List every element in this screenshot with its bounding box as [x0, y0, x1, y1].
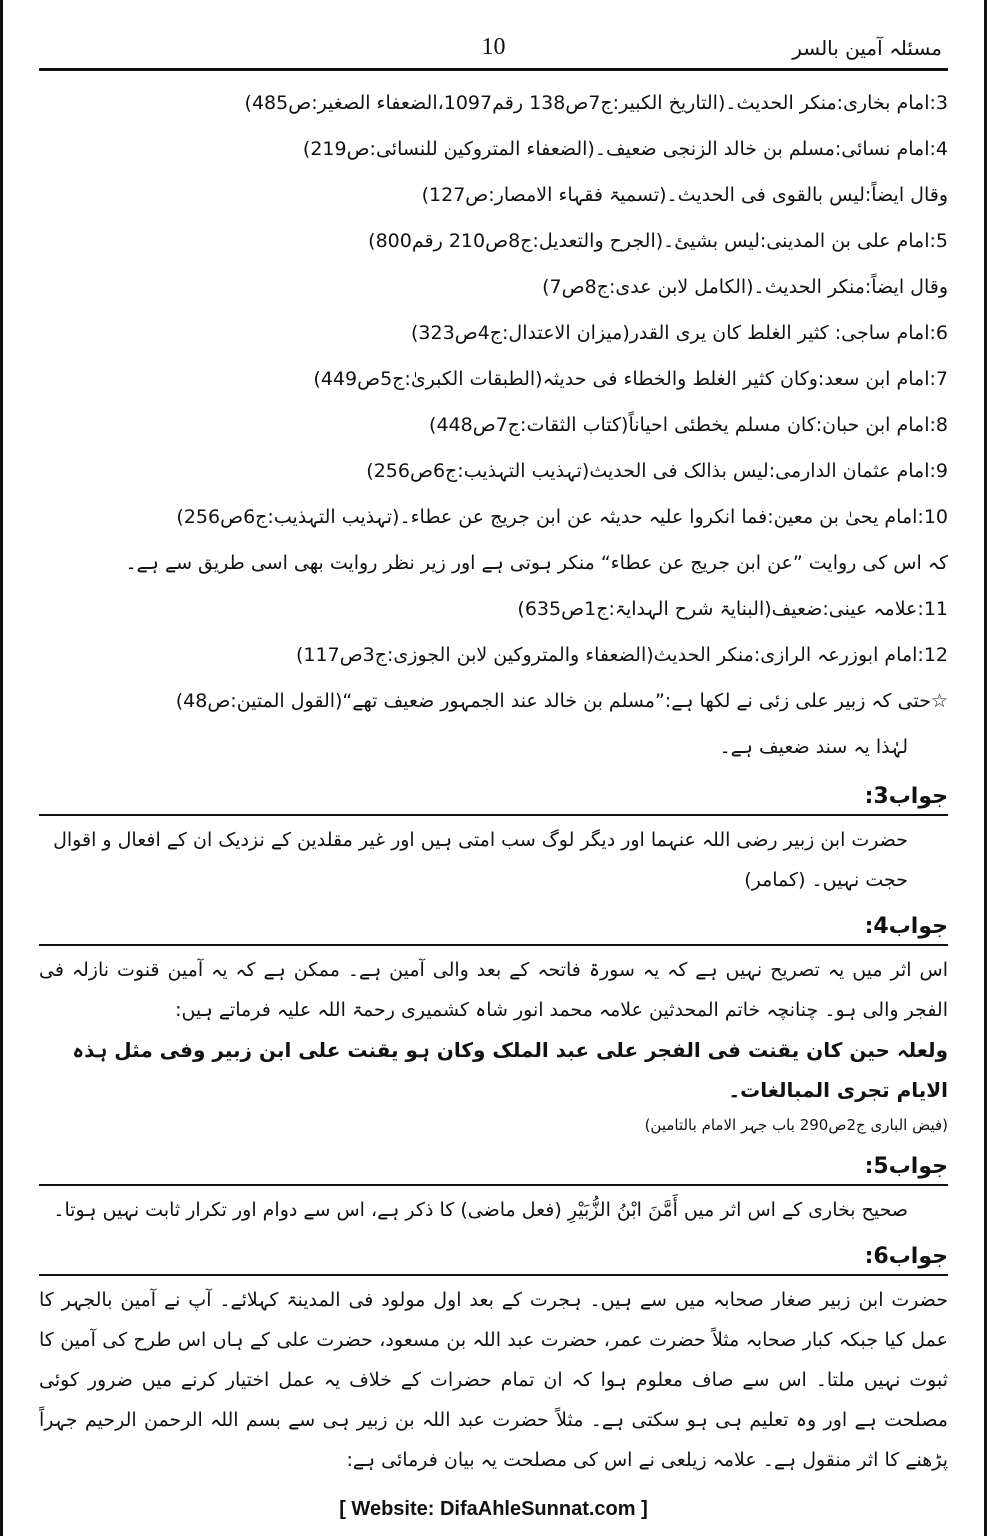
narrator-line: 5:امام علی بن المدینی:لیس بشیئ۔(الجرح والتعدیل:ج8ص210 رقم800)	[368, 230, 948, 252]
narrator-line: 7:امام ابن سعد:وکان کثیر الغلط والخطاء فی حدیثہ(الطبقات الکبریٰ:ج5ص449)	[313, 368, 948, 390]
answer6-heading: جواب6:	[39, 1240, 948, 1276]
website-footer: [ Website: DifaAhleSunnat.com ]	[339, 1498, 648, 1520]
page-number: 10	[481, 34, 506, 60]
page-content	[39, 80, 948, 1496]
narrator-line: 4:امام نسائی:مسلم بن خالد الزنجی ضعیف۔(الضعفاء المتروکین للنسائی:ص219)	[302, 138, 948, 160]
narrator-line: 3:امام بخاری:منکر الحدیث۔(التاریخ الکبیر:ج7ص138 رقم1097،الضعفاء الصغیر:ص485)	[244, 92, 948, 114]
narrator-line: ☆حتی کہ زبیر علی زئی نے لکھا ہے:”مسلم بن خالد عند الجمہور ضعیف تھے“(القول المتین:ص48)	[175, 690, 948, 712]
narrator-line: وقال ایضاً:لیس بالقوی فی الحدیث۔(تسمیۃ فقہاء الامصار:ص127)	[421, 184, 948, 206]
answer4-quote: ولعلہ حین کان یقنت فی الفجر علی عبد الملک وکان ہو یقنت علی ابن زبیر وفی مثل ہذہ الایام تجری المبالغات۔	[72, 1038, 948, 1102]
answer3-text: حضرت ابن زبیر رضی اللہ عنہما اور دیگر لوگ سب امتی ہیں اور غیر مقلدین کے نزدیک ان کے افعال و اقوال حجت نہیں۔ (کمامر)	[53, 829, 908, 891]
narrator-line: کہ اس کی روایت ”عن ابن جریج عن عطاء“ منکر ہوتی ہے اور زیر نظر روایت بھی اسی طریق سے ہے۔	[125, 552, 948, 574]
answer4-heading: جواب4:	[39, 910, 948, 946]
answer4-text: اس اثر میں یہ تصریح نہیں ہے کہ یہ سورۃ فاتحہ کے بعد والی آمین ہے۔ ممکن ہے کہ یہ آمین قنوت نازلہ فی الفجر والی ہو۔ چنانچہ خاتم المحدثین علامہ محمد انور شاہ کشمیری رحمۃ اللہ علیہ فرماتے ہیں:	[39, 959, 948, 1021]
narrator-line: 12:امام ابوزرعہ الرازی:منکر الحدیث(الضعفاء والمتروکین لابن الجوزی:ج3ص117)	[296, 644, 948, 666]
narrator-line: 9:امام عثمان الدارمی:لیس بذالک فی الحدیث(تہذیب التہذیب:ج6ص256)	[366, 460, 948, 482]
answer4-reference: (فیض الباری ج2ص290 باب جہر الامام بالتامین)	[644, 1116, 948, 1134]
answer3-heading: جواب3:	[39, 780, 948, 816]
page-header	[39, 28, 948, 71]
narrator-line: 8:امام ابن حبان:کان مسلم یخطئی احیاناً(کتاب الثقات:ج7ص448)	[429, 414, 948, 436]
narrator-line: وقال ایضاً:منکر الحدیث۔(الکامل لابن عدی:ج8ص7)	[542, 276, 948, 298]
conclusion-line: لہٰذا یہ سند ضعیف ہے۔	[719, 736, 908, 758]
answer5-heading: جواب5:	[39, 1150, 948, 1186]
narrator-line: 11:علامہ عینی:ضعیف(البنایۃ شرح الہدایۃ:ج1ص635)	[517, 598, 948, 620]
book-title: مسئلہ آمین بالسر	[792, 36, 942, 60]
answer6-text: حضرت ابن زبیر صغار صحابہ میں سے ہیں۔ ہجرت کے بعد اول مولود فی المدینۃ کہلائے۔ آپ نے آمین بالجہر کا عمل کیا جبکہ کبار صحابہ مثلاً حضرت عمر، حضرت عبد اللہ بن مسعود، حضرت علی کے ہاں اس طرح کی آمین کا ثبوت نہیں ملتا۔ اس سے صاف معلوم ہوا کہ ان تمام حضرات کے خلاف یہ عمل اختیار کرنے میں ضرور کوئی مصلحت ہے اور وہ تعلیم ہی ہو سکتی ہے۔ مثلاً حضرت عبد اللہ بن زبیر ہی سے بسم اللہ الرحمن الرحیم جہراً پڑھنے کا اثر منقول ہے۔ علامہ زیلعی نے اس کی مصلحت یہ بیان فرمائی ہے:	[39, 1289, 948, 1471]
narrator-line: 10:امام یحیٰ بن معین:فما انکروا علیہ حدیثہ عن ابن جریج عن عطاء۔(تہذیب التہذیب:ج6ص256)	[176, 506, 948, 528]
narrator-line: 6:امام ساجی: کثیر الغلط کان یری القدر(میزان الاعتدال:ج4ص323)	[411, 322, 948, 344]
answer5-text: صحیح بخاری کے اس اثر میں أَمَّنَ ابْنُ الزُّبَیْرِ (فعل ماضی) کا ذکر ہے، اس سے دوام اور تکرار ثابت نہیں ہوتا۔	[53, 1199, 908, 1221]
